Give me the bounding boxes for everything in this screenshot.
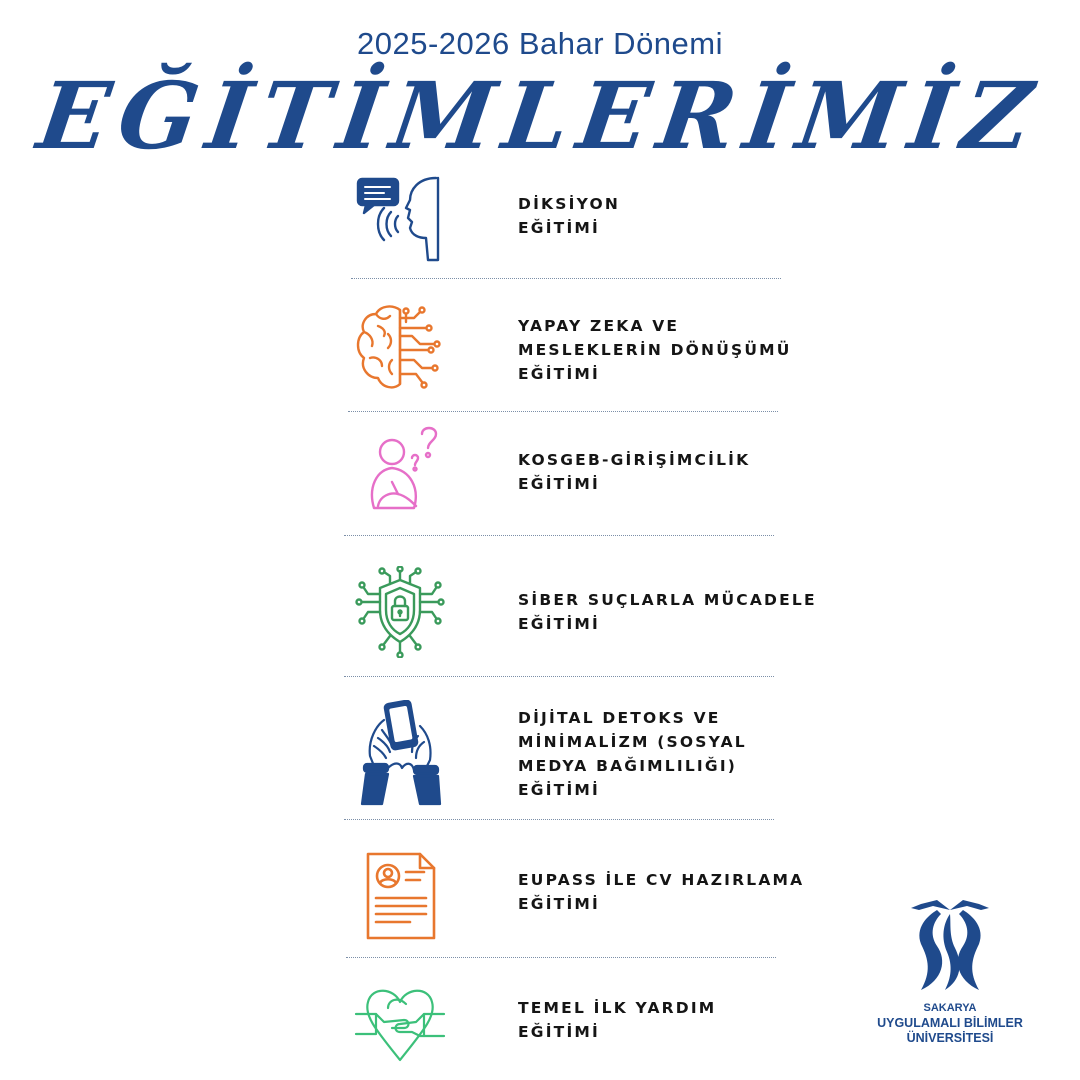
training-label: DİJİTAL DETOKS VE MİNİMALİZM (SOSYAL MEDYA BAĞIMLILIĞI) EĞİTİMİ: [518, 709, 747, 799]
thinking-person-icon: [354, 422, 446, 514]
training-item-diction: [340, 176, 790, 266]
logo-line-2: UYGULAMALI BİLİMLER: [877, 1016, 1023, 1030]
heart-handshake-icon: [354, 982, 446, 1064]
training-item-first-aid: [340, 978, 790, 1068]
training-label: DİKSİYON EĞİTİMİ: [518, 195, 620, 237]
training-label: SİBER SUÇLARLA MÜCADELE EĞİTİMİ: [518, 591, 817, 633]
handcuffed-phone-icon: [354, 700, 446, 806]
cv-document-icon: [354, 850, 446, 942]
training-item-cyber: [340, 564, 817, 664]
page-subtitle: 2025-2026 Bahar Dönemi: [356, 26, 724, 61]
training-label: TEMEL İLK YARDIM EĞİTİMİ: [518, 999, 717, 1041]
university-name: [865, 1001, 1035, 1046]
logo-line-1: SAKARYA: [923, 1002, 977, 1014]
training-label: KOSGEB-GİRİŞİMCİLİK EĞİTİMİ: [518, 451, 751, 493]
training-label: YAPAY ZEKA VE MESLEKLERİN DÖNÜŞÜMÜ EĞİTİMİ: [518, 317, 792, 383]
training-item-kosgeb: [340, 422, 790, 522]
training-label: EUPASS İLE CV HAZIRLAMA EĞİTİMİ: [518, 871, 805, 913]
divider: [346, 957, 776, 958]
training-item-ai: [340, 300, 790, 400]
divider: [344, 819, 774, 820]
divider: [351, 278, 781, 279]
cyber-security-lock-icon: [354, 566, 446, 658]
logo-line-3: ÜNİVERSİTESİ: [906, 1031, 994, 1045]
university-logo-icon: [907, 898, 993, 994]
ai-brain-icon: [354, 302, 446, 394]
page-title: EĞİTİMLERİMİZ: [31, 62, 1049, 170]
university-logo: [865, 898, 1035, 1058]
training-item-detox: [340, 698, 790, 808]
divider: [344, 535, 774, 536]
divider: [348, 411, 778, 412]
speaking-head-icon: [354, 176, 446, 268]
training-item-cv: [340, 848, 805, 948]
divider: [344, 676, 774, 677]
